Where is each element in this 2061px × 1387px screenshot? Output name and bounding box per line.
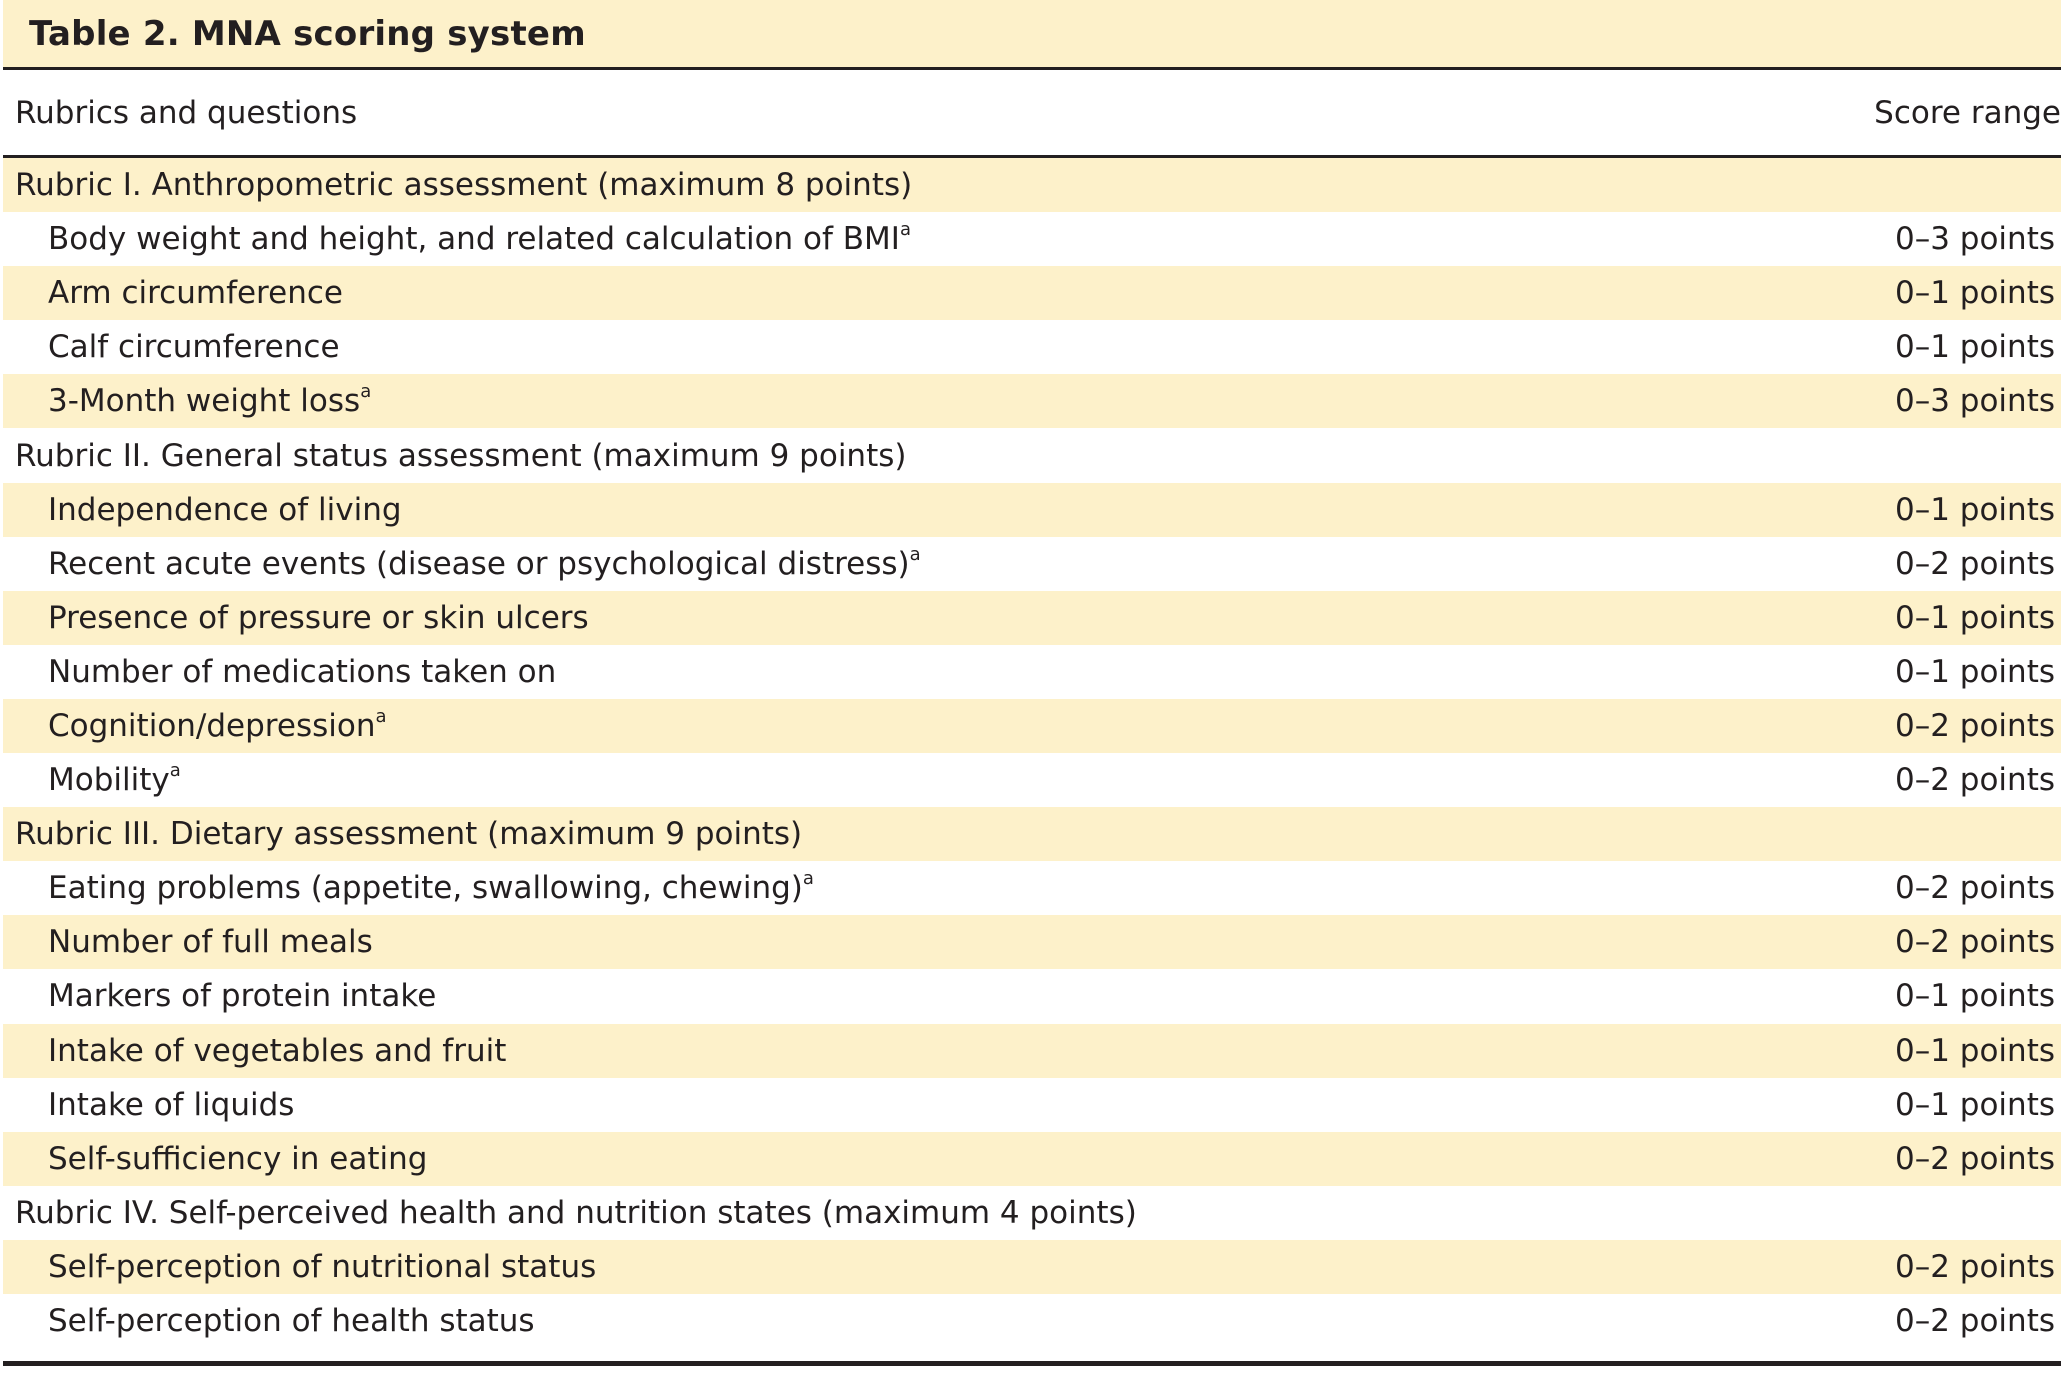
footnote-marker: a xyxy=(360,381,372,403)
column-header-score: Score range xyxy=(1874,94,2061,131)
question-label xyxy=(3,924,373,960)
label-text: Intake of liquids xyxy=(48,1086,295,1123)
score-range: 0–2 points xyxy=(1894,545,2055,582)
table-row xyxy=(3,1240,2061,1294)
label-text: Intake of vegetables and fruit xyxy=(48,1032,507,1069)
label-text: Mobility xyxy=(48,762,170,799)
column-header-questions: Rubrics and questions xyxy=(15,94,358,131)
score-range: 0–2 points xyxy=(1894,924,2055,961)
score-range: 0–2 points xyxy=(1894,1303,2055,1340)
table-row xyxy=(3,645,2061,699)
label-text: Arm circumference xyxy=(48,275,343,312)
score-range: 0–1 points xyxy=(1894,329,2055,366)
label-text: 3-Month weight loss xyxy=(48,383,361,420)
table-row xyxy=(3,861,2061,915)
footnote-marker: a xyxy=(899,219,911,241)
score-range: 0–2 points xyxy=(1894,1248,2055,1285)
label-text: Number of medications taken on xyxy=(48,653,557,690)
score-range: 0–2 points xyxy=(1894,707,2055,744)
question-label xyxy=(3,1303,535,1339)
question-label xyxy=(3,329,340,365)
column-header-row xyxy=(3,70,2061,158)
label-text: Presence of pressure or skin ulcers xyxy=(48,599,589,636)
score-range: 0–3 points xyxy=(1894,383,2055,420)
table-title: Table 2. MNA scoring system xyxy=(29,13,586,54)
rubric-label xyxy=(3,1195,1137,1231)
table-bottom-rule xyxy=(3,1361,2061,1366)
label-text: Independence of living xyxy=(48,491,402,528)
score-range: 0–1 points xyxy=(1894,275,2055,312)
question-label xyxy=(3,870,814,906)
rubric-row xyxy=(3,1186,2061,1240)
rubric-label xyxy=(3,438,906,474)
table-row xyxy=(3,1078,2061,1132)
table-row xyxy=(3,266,2061,320)
mna-scoring-table xyxy=(3,0,2061,1366)
table-row xyxy=(3,212,2061,266)
label-text: Body weight and height, and related calculation of BMI xyxy=(48,221,900,258)
table-row xyxy=(3,320,2061,374)
table-row xyxy=(3,483,2061,537)
table-row xyxy=(3,1024,2061,1078)
question-label xyxy=(3,705,387,744)
table-row xyxy=(3,915,2061,969)
score-range: 0–1 points xyxy=(1894,1086,2055,1123)
label-text: Rubric I. Anthropometric assessment (maximum 8 points) xyxy=(15,167,913,204)
rubric-row xyxy=(3,158,2061,212)
table-row xyxy=(3,591,2061,645)
score-range: 0–2 points xyxy=(1894,1140,2055,1177)
question-label xyxy=(3,1141,427,1177)
question-label xyxy=(3,1033,506,1069)
label-text: Rubric II. General status assessment (maximum 9 points) xyxy=(15,437,907,474)
question-label xyxy=(3,275,343,311)
rubric-label xyxy=(3,167,912,203)
label-text: Self-sufficiency in eating xyxy=(48,1140,428,1177)
rubric-row xyxy=(3,807,2061,861)
rubric-label xyxy=(3,816,802,852)
label-text: Rubric III. Dietary assessment (maximum 9 points) xyxy=(15,816,803,853)
score-range: 0–2 points xyxy=(1894,870,2055,907)
label-text: Calf circumference xyxy=(48,329,340,366)
question-label xyxy=(3,762,181,798)
question-label xyxy=(3,492,402,528)
question-label xyxy=(3,1249,596,1285)
label-text: Number of full meals xyxy=(48,924,373,961)
rubric-row xyxy=(3,428,2061,482)
footnote-marker: a xyxy=(909,543,921,565)
table-title-bar xyxy=(3,0,2061,70)
label-text: Cognition/depression xyxy=(48,707,376,744)
table-row xyxy=(3,1132,2061,1186)
question-label xyxy=(3,654,556,690)
label-text: Eating problems (appetite, swallowing, chewing) xyxy=(48,870,803,907)
question-label xyxy=(3,1087,294,1123)
score-range: 0–3 points xyxy=(1894,221,2055,258)
table-row xyxy=(3,1294,2061,1348)
score-range: 0–1 points xyxy=(1894,599,2055,636)
score-range: 0–1 points xyxy=(1894,978,2055,1015)
label-text: Self-perception of health status xyxy=(48,1303,535,1340)
table-row xyxy=(3,374,2061,428)
footnote-marker: a xyxy=(169,760,181,782)
score-range: 0–1 points xyxy=(1894,1032,2055,1069)
label-text: Recent acute events (disease or psychological distress) xyxy=(48,545,910,582)
score-range: 0–1 points xyxy=(1894,491,2055,528)
question-label xyxy=(3,221,911,257)
label-text: Markers of protein intake xyxy=(48,978,437,1015)
question-label xyxy=(3,543,921,582)
label-text: Self-perception of nutritional status xyxy=(48,1248,597,1285)
table-row xyxy=(3,753,2061,807)
table-row xyxy=(3,969,2061,1023)
table-row xyxy=(3,537,2061,591)
label-text: Rubric IV. Self-perceived health and nutrition states (maximum 4 points) xyxy=(15,1194,1137,1231)
footnote-marker: a xyxy=(802,868,814,890)
score-range: 0–1 points xyxy=(1894,653,2055,690)
table-body xyxy=(3,158,2061,1348)
question-label xyxy=(3,600,589,636)
question-label xyxy=(3,383,371,419)
question-label xyxy=(3,978,436,1014)
footnote-marker: a xyxy=(375,705,387,727)
score-range: 0–2 points xyxy=(1894,762,2055,799)
table-row xyxy=(3,699,2061,753)
